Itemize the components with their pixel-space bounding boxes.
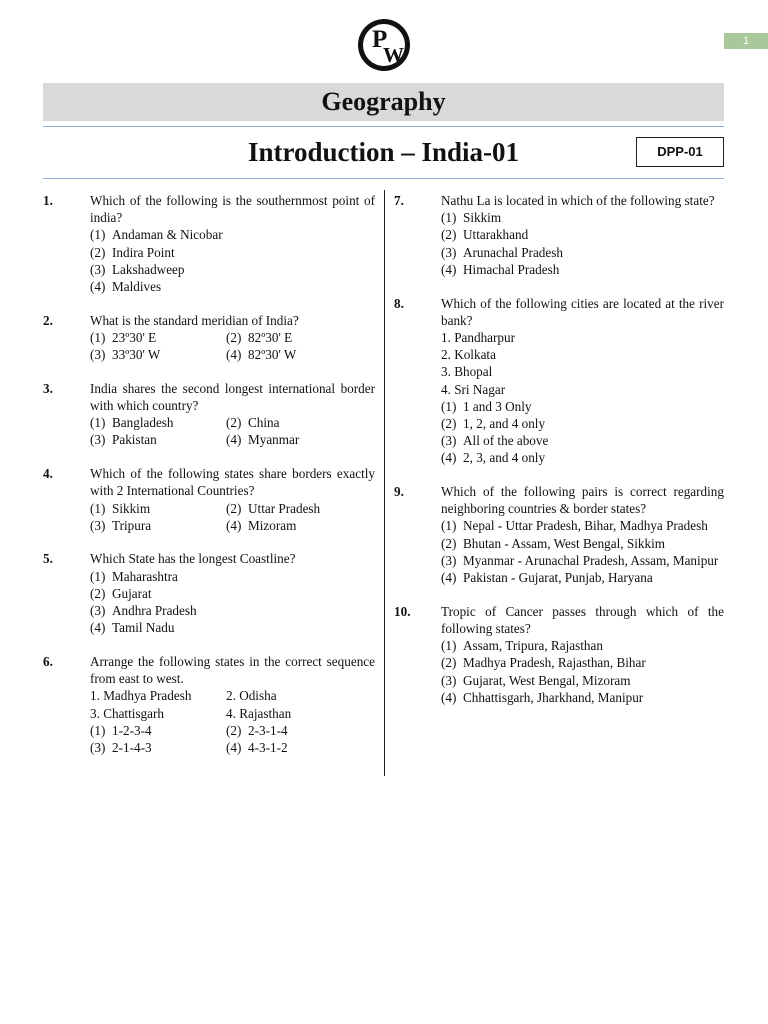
option-label: (1) [90, 415, 106, 431]
items-grid [90, 687, 375, 721]
option-text: Gujarat, West Bengal, Mizoram [463, 672, 631, 688]
question-text: What is the standard meridian of India? [90, 312, 299, 328]
option-label: (4) [226, 432, 242, 448]
subject-heading: Geography [43, 83, 724, 121]
question-4 [43, 465, 375, 534]
option [90, 585, 375, 602]
option-label: (4) [441, 450, 457, 466]
pw-logo-letter-w: W [383, 43, 404, 67]
option-label: (3) [90, 347, 106, 363]
option-label: (2) [226, 500, 242, 516]
option-text: 2-1-4-3 [112, 739, 152, 755]
option [441, 672, 724, 689]
question-6 [43, 653, 375, 756]
question-2 [43, 312, 375, 364]
option-label: (3) [441, 672, 457, 688]
option-label: (3) [90, 739, 106, 755]
option [441, 226, 724, 243]
option-text: Indira Point [112, 244, 175, 260]
sequence-item: 4. Rajasthan [226, 705, 292, 721]
option [90, 619, 375, 636]
option [441, 244, 724, 261]
option [226, 431, 375, 448]
options-grid [90, 500, 375, 534]
question-number: 7. [394, 193, 404, 208]
header-rule-bottom [43, 178, 724, 179]
option-label: (1) [441, 210, 457, 226]
option-label: (4) [441, 570, 457, 586]
option-text: Gujarat [112, 585, 152, 601]
option-label: (1) [441, 518, 457, 534]
question-text: Which of the following is the southernmost point of india? [90, 193, 375, 226]
question-text: Which of the following states share borders exactly with 2 International Countries? [90, 466, 375, 499]
option-label: (1) [90, 500, 106, 516]
option-text: Chhattisgarh, Jharkhand, Manipur [463, 689, 644, 705]
option-text: Tripura [112, 517, 152, 533]
option-text: Sikkim [463, 210, 502, 226]
list-item: 2. Kolkata [441, 347, 496, 363]
question-number: 9. [394, 484, 404, 500]
option [226, 517, 375, 534]
question-1 [43, 192, 375, 295]
option-label: (4) [441, 689, 457, 705]
option-text: Assam, Tripura, Rajasthan [463, 638, 603, 654]
sequence-item: 3. Chattisgarh [90, 705, 164, 721]
option-label: (3) [90, 517, 106, 533]
question-number: 10. [394, 603, 411, 619]
question-number: 1. [43, 193, 53, 208]
question-number: 8. [394, 295, 404, 311]
option-text: Bangladesh [112, 415, 174, 431]
question-number: 4. [43, 466, 53, 482]
option-label: (3) [441, 244, 457, 260]
option [90, 517, 226, 534]
option-label: (1) [441, 398, 457, 414]
option-text: Andaman & Nicobar [112, 227, 223, 243]
option-text: Myanmar [248, 432, 300, 448]
option [226, 739, 375, 756]
option [441, 415, 724, 432]
option-text: Myanmar - Arunachal Pradesh, Assam, Manipur [463, 552, 719, 568]
option-label: (4) [226, 347, 242, 363]
options-grid [90, 722, 375, 756]
option [441, 689, 724, 706]
option [90, 414, 226, 431]
option-label: (3) [90, 603, 106, 619]
option-text: 1, 2, and 4 only [463, 415, 546, 431]
header-rule-top [43, 126, 724, 127]
option [90, 226, 375, 243]
option [441, 552, 724, 569]
option [90, 431, 226, 448]
options-grid [90, 414, 375, 448]
option [90, 739, 226, 756]
option [441, 637, 724, 654]
question-text: Which of the following pairs is correct regarding neighboring countries & border states? [441, 484, 724, 517]
option-label: (3) [441, 552, 457, 568]
option-text: Arunachal Pradesh [463, 244, 563, 260]
option-label: (2) [441, 227, 457, 243]
option [441, 398, 724, 415]
question-5 [43, 550, 375, 636]
option-label: (2) [90, 585, 106, 601]
left-column [43, 192, 375, 773]
option [441, 449, 724, 466]
dpp-label-box: DPP-01 [636, 137, 724, 167]
option [90, 602, 375, 619]
option-text: Bhutan - Assam, West Bengal, Sikkim [463, 535, 665, 551]
question-text: Arrange the following states in the correct sequence from east to west. [90, 653, 375, 687]
option-text: 2-3-1-4 [248, 722, 288, 738]
option [90, 346, 226, 363]
option [226, 329, 375, 346]
option-text: 2, 3, and 4 only [463, 450, 546, 466]
option-text: China [248, 415, 280, 431]
option [441, 209, 724, 226]
option-text: All of the above [463, 433, 549, 449]
sequence-item: 1. Madhya Pradesh [90, 688, 192, 704]
option-label: (4) [441, 261, 457, 277]
list-item: 4. Sri Nagar [441, 381, 506, 397]
option-label: (4) [226, 517, 242, 533]
option-text: Mizoram [248, 517, 297, 533]
option-text: Lakshadweep [112, 261, 185, 277]
option-text: 82º30' E [248, 329, 293, 345]
question-number: 6. [43, 653, 53, 669]
question-3 [43, 380, 375, 449]
option-text: Uttarakhand [463, 227, 529, 243]
options-grid [90, 329, 375, 363]
option [90, 500, 226, 517]
option-label: (1) [441, 638, 457, 654]
question-8 [394, 295, 724, 467]
option-label: (2) [226, 722, 242, 738]
option-label: (3) [90, 432, 106, 448]
option [226, 346, 375, 363]
option-label: (1) [90, 568, 106, 584]
option-label: (2) [90, 244, 106, 260]
option-label: (2) [226, 329, 242, 345]
option [90, 568, 375, 585]
option [441, 517, 724, 534]
question-number: 3. [43, 380, 53, 396]
option-label: (4) [90, 279, 106, 295]
option-text: Nepal - Uttar Pradesh, Bihar, Madhya Pradesh [463, 518, 708, 534]
option [90, 244, 375, 261]
option [441, 569, 724, 586]
question-9 [394, 483, 724, 586]
pw-logo [358, 19, 410, 71]
option-text: 1-2-3-4 [112, 722, 152, 738]
option [226, 500, 375, 517]
column-divider [384, 190, 385, 776]
option-text: Maldives [112, 279, 162, 295]
option [90, 278, 375, 295]
question-text: Which of the following cities are located at the river bank? [441, 295, 724, 328]
option [441, 432, 724, 449]
question-number: 5. [43, 551, 53, 567]
option-text: Pakistan - Gujarat, Punjab, Haryana [463, 570, 653, 586]
option [441, 261, 724, 278]
sequence-item: 2. Odisha [226, 688, 277, 704]
option-text: 4-3-1-2 [248, 739, 288, 755]
option [90, 329, 226, 346]
option-label: (2) [441, 655, 457, 671]
option-text: 33º30' W [112, 347, 161, 363]
option [226, 722, 375, 739]
option-text: Himachal Pradesh [463, 261, 560, 277]
page-title: Introduction – India-01 [247, 137, 520, 167]
option-label: (2) [441, 415, 457, 431]
option-label: (2) [441, 535, 457, 551]
option-label: (3) [90, 261, 106, 277]
question-number: 2. [43, 312, 53, 328]
option-text: 23º30' E [112, 329, 157, 345]
pw-logo-letter-p: P [372, 26, 388, 53]
option-label: (4) [90, 620, 106, 636]
option-label: (1) [90, 722, 106, 738]
option-text: Pakistan [112, 432, 157, 448]
option-label: (1) [90, 329, 106, 345]
list-item: 3. Bhopal [441, 364, 493, 380]
option-label: (1) [90, 227, 106, 243]
right-column [394, 192, 724, 722]
option-label: (4) [226, 739, 242, 755]
option-text: 1 and 3 Only [463, 398, 532, 414]
option-text: Sikkim [112, 500, 151, 516]
question-text: Which State has the longest Coastline? [90, 551, 296, 567]
option-text: Andhra Pradesh [112, 603, 197, 619]
option-text: Maharashtra [112, 568, 178, 584]
pw-logo-inner [363, 24, 405, 66]
question-10 [394, 603, 724, 706]
option [441, 654, 724, 671]
option-label: (2) [226, 415, 242, 431]
question-7 [394, 192, 724, 278]
option [441, 535, 724, 552]
question-text: Tropic of Cancer passes through which of the following states? [441, 603, 724, 636]
page-number-badge: 1 [724, 33, 768, 49]
question-text: Nathu La is located in which of the following state? [441, 193, 715, 208]
option-text: Madhya Pradesh, Rajasthan, Bihar [463, 655, 646, 671]
list-item: 1. Pandharpur [441, 329, 515, 345]
option-label: (3) [441, 433, 457, 449]
option-text: 82º30' W [248, 347, 297, 363]
option [90, 722, 226, 739]
option [90, 261, 375, 278]
option-text: Tamil Nadu [112, 620, 175, 636]
option [226, 414, 375, 431]
question-text: India shares the second longest international border with which country? [90, 380, 375, 414]
option-text: Uttar Pradesh [248, 500, 321, 516]
